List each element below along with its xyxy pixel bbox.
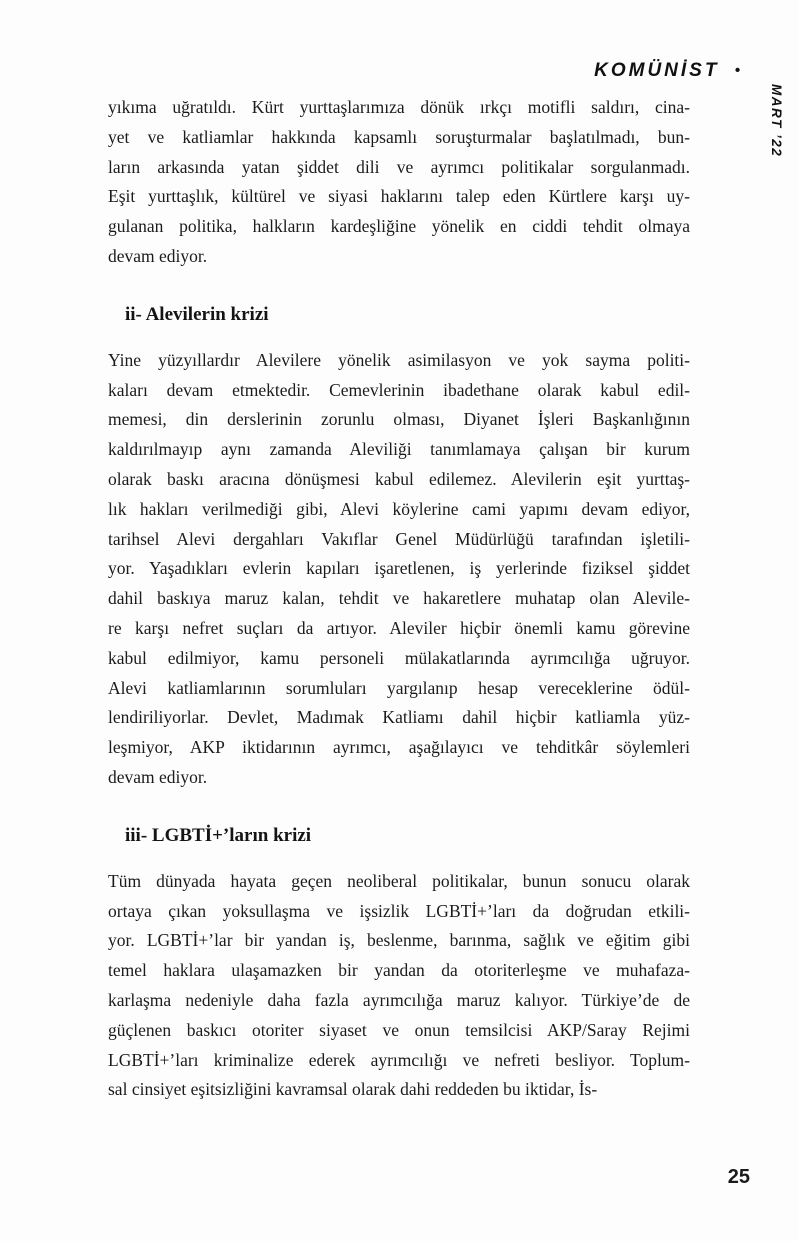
text-line: LGBTİ+’ları kriminalize ederek ayrımcılığı ve nefreti besliyor. Toplum- [108,1049,690,1070]
text-line: lendiriliyorlar. Devlet, Madımak Katliamı dahil hiçbir katliamla yüz- [108,707,690,728]
text-line: temel haklara ulaşamazken bir yandan da otoriterleşme ve muhafaza- [108,960,690,981]
text-line: devam ediyor. [108,245,208,266]
text-line: dahil baskıya maruz kalan, tehdit ve hakaretlere muhatap olan Alevile- [108,588,690,609]
text-line: kaldırılmayıp aynı zamanda Aleviliği tanımlamaya çalışan bir kurum [108,439,690,460]
page-header [594,60,740,82]
text-line: devam ediyor. [108,766,208,787]
text-line: yor. LGBTİ+’lar bir yandan iş, beslenme, barınma, sağlık ve eğitim gibi [108,930,690,951]
body-paragraph [108,867,690,1105]
article-content [108,93,690,1105]
text-line: yet ve katliamlar hakkında kapsamlı soruşturmalar başlatılmadı, bun- [108,126,690,147]
text-line: olarak baskı aracına dönüşmesi kabul edilemez. Alevilerin eşit yurttaş- [108,468,690,489]
text-line: tarihsel Alevi dergahları Vakıflar Genel Müdürlüğü tarafından işletili- [108,528,690,549]
text-line: güçlenen baskıcı otoriter siyaset ve onun temsilcisi AKP/Saray Rejimi [108,1019,690,1040]
section-heading: iii- LGBTİ+’ların krizi [125,824,312,846]
text-line: leşmiyor, AKP iktidarının ayrımcı, aşağılayıcı ve tehditkâr söylemleri [108,737,690,758]
text-line: memesi, din derslerinin zorunlu olması, Diyanet İşleri Başkanlığının [108,409,690,430]
body-paragraph [108,93,690,272]
text-line: Eşit yurttaşlık, kültürel ve siyasi haklarını talep eden Kürtlere karşı uy- [108,186,690,207]
text-line: ortaya çıkan yoksullaşma ve işsizlik LGBTİ+’ları da doğrudan etkili- [108,900,690,921]
section-heading: ii- Alevilerin krizi [125,303,269,325]
text-line: Yine yüzyıllardır Alevilere yönelik asimilasyon ve yok sayma politi- [108,349,690,370]
text-line: ların arkasında yatan şiddet dili ve ayrımcı politikalar sorgulanmadı. [108,156,690,177]
text-line: yıkıma uğratıldı. Kürt yurttaşlarımıza dönük ırkçı motifli saldırı, cina- [108,97,690,117]
magazine-title: KOMÜNİST [594,60,720,81]
text-line: kabul edilmiyor, kamu personeli mülakatlarında ayrımcılığa uğruyor. [108,647,690,668]
text-line: lık hakları verilmediği gibi, Alevi köylerine cami yapımı devam ediyor, [108,498,690,519]
text-line: karlaşma nedeniyle daha fazla ayrımcılığa maruz kalıyor. Türkiye’de de [108,989,690,1010]
text-line: yor. Yaşadıkları evlerin kapıları işaretlenen, iş yerlerinde fiziksel şiddet [108,558,690,579]
text-line: kaları devam etmektedir. Cemevlerinin ibadethane olarak kabul edil- [108,379,690,400]
text-line: re karşı nefret suçları da artıyor. Aleviler hiçbir önemli kamu görevine [108,617,690,638]
text-line: sal cinsiyet eşitsizliğini kavramsal olarak dahi reddeden bu iktidar, İs- [108,1079,598,1100]
text-line: gulanan politika, halkların kardeşliğine yönelik en ciddi tehdit olmaya [108,216,690,237]
text-line: Tüm dünyada hayata geçen neoliberal politikalar, bunun sonucu olarak [108,870,690,891]
bullet-icon: • [734,62,740,79]
text-line: Alevi katliamlarının sorumluları yargılanıp hesap vereceklerine ödül- [108,677,690,698]
body-paragraph [108,346,690,793]
issue-label: MART ’22 [769,84,784,158]
page-number: 25 [727,1166,750,1188]
